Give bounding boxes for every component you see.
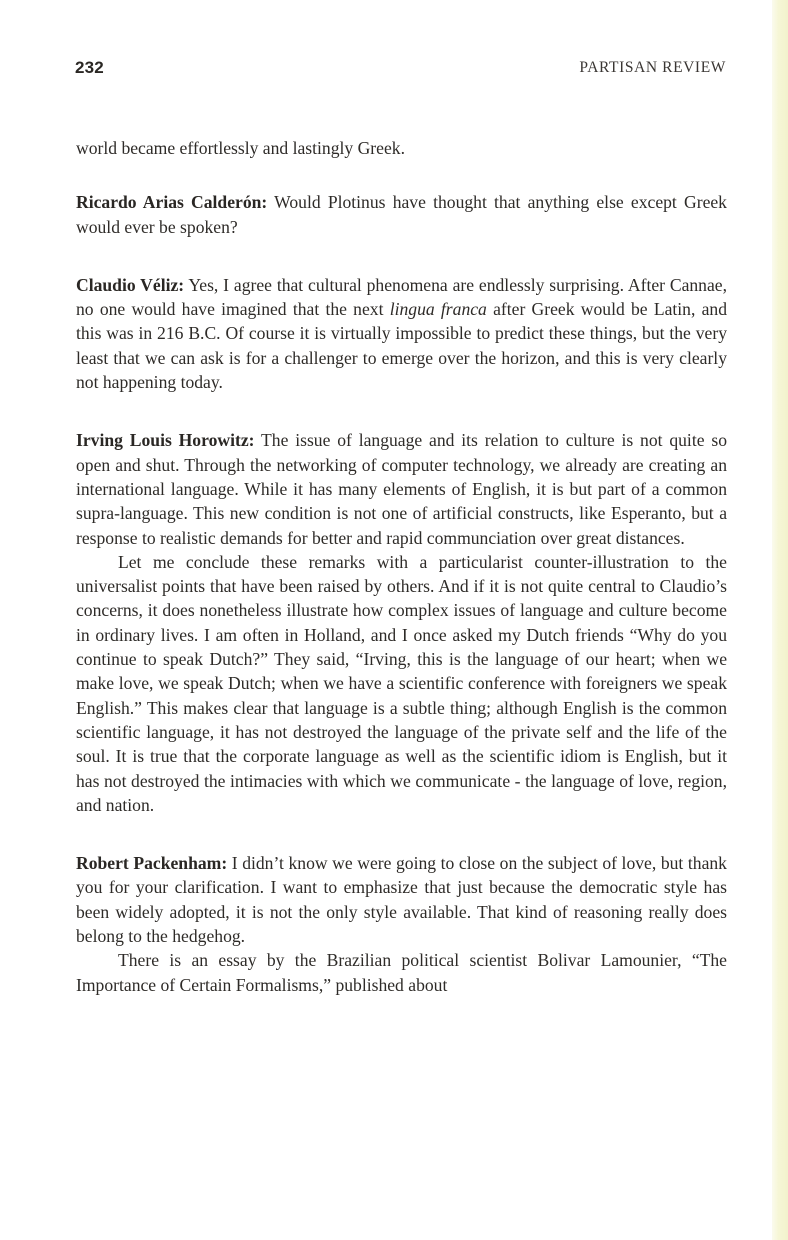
paragraph-text: I didn’t know we were going to close on the subject of love, but thank you for your clarification. I want to emphasize that just because the democratic style has been widely adopted, it is not the only style available. That kind of reasoning really does belong to the hedgehog. — [76, 853, 727, 947]
speaker-name: Ricardo Arias Calderón: — [76, 192, 268, 213]
speaker-name: Claudio Véliz: — [76, 274, 185, 295]
paragraph-text: Yes, I agree that cultural phenomena are endlessly surprising. After Cannae, no one would have imagined that the next — [76, 274, 727, 320]
paragraph-text: The issue of language and its relation to culture is not quite so open and shut. Through the networking of computer technology, we already are creating an international language. While it has many elements of English, it is but part of a common supra-language. This new condition is not one of artificial constructs, like Esperanto, but a response to realistic demands for better and rapid communciation over great distances. — [76, 430, 727, 548]
paragraph-ricardo-arias-calderon — [76, 190, 727, 239]
paragraph-packenham-continued — [76, 948, 727, 997]
paragraph-text: Would Plotinus have thought that anything else except Greek would ever be spoken? — [76, 192, 727, 237]
paragraph-claudio-veliz — [76, 273, 727, 394]
paragraph-text: after Greek would be Latin, and this was in 216 B.C. Of course it is virtually impossible to predict these things, but the very least that we can ask is for a challenger to emerge over the horizon, and this is very clearly not happening today. — [76, 299, 727, 393]
paragraph-irving-louis-horowitz — [76, 428, 727, 549]
paragraph-text: Let me conclude these remarks with a particularist counter-illustration to the universalist points that have been raised by others. And if it is not quite central to Claudio’s concerns, it does nonetheless illustrate how complex issues of language and culture become in ordinary lives. I am often in Holland, and I once asked my Dutch friends “Why do you continue to speak Dutch?” They said, “Irving, this is the language of our heart; when we make love, we speak Dutch; when we have a scientific conference with foreigners we speak English.” This makes clear that language is a subtle thing; although English is the common scientific language, it has not destroyed the language of the private self and the life of the soul. It is true that the corporate language as well as the scientific idiom is English, but it has not destroyed the intimacies with which we communicate - the language of love, region, and nation. — [76, 551, 727, 815]
speaker-name: Irving Louis Horowitz: — [76, 430, 255, 451]
speaker-name: Robert Packenham: — [76, 853, 228, 874]
paragraph-text: There is an essay by the Brazilian political scientist Bolivar Lamounier, “The Importance of Certain Formalisms,” published about — [76, 950, 727, 995]
running-head — [75, 58, 726, 82]
paragraph-continuation — [76, 136, 727, 160]
paragraph-text: world became effortlessly and lastingly Greek. — [76, 138, 405, 158]
body-text — [76, 136, 727, 997]
journal-title: PARTISAN REVIEW — [579, 59, 726, 76]
italic-term: lingua franca — [389, 299, 487, 320]
page-number: 232 — [75, 58, 104, 77]
page-edge-strip — [772, 0, 788, 1240]
paragraph-robert-packenham — [76, 851, 727, 948]
paragraph-horowitz-continued — [76, 550, 727, 817]
